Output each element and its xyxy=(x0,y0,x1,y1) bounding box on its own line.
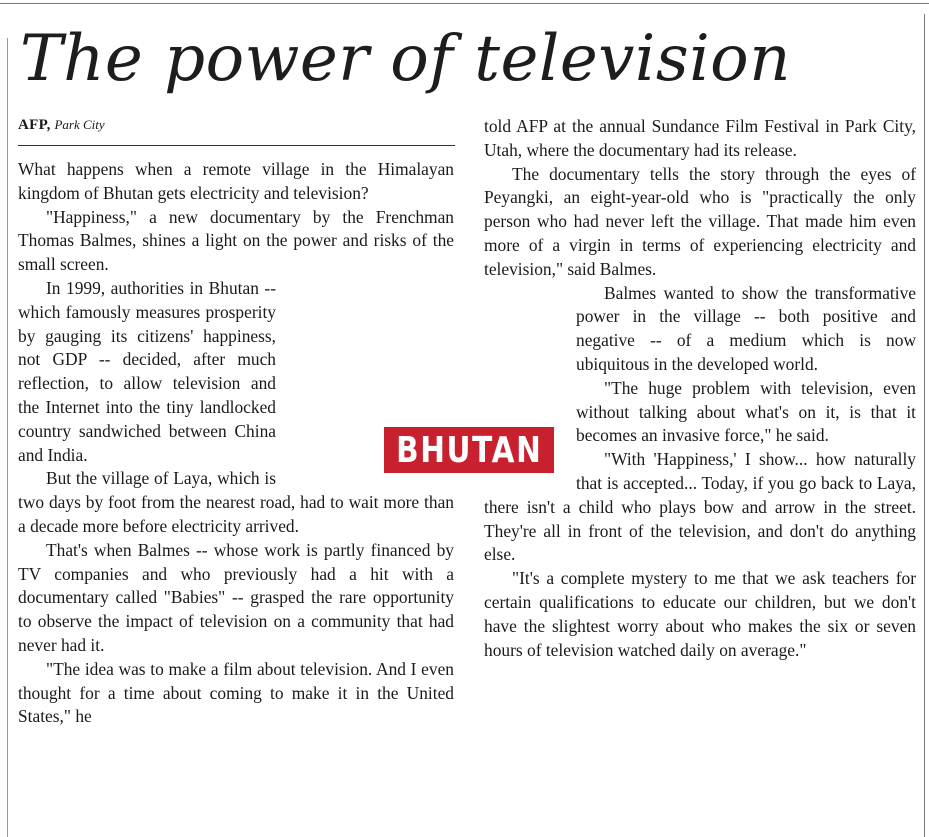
paragraph-text: In 1999, authorities in Bhutan -- which famously measures prosperity by gauging its citizens' happiness, not GDP -- decided, after much reflection, to allow television and the Internet into the tiny landlocked country sandwiched between China and India. xyxy=(18,277,276,465)
byline-rule xyxy=(18,145,455,146)
right-column xyxy=(484,115,916,837)
paragraph: "The huge problem with television, even without talking about what's on it, is that it becomes an invasive force," he said. xyxy=(576,377,916,446)
right-column-rule xyxy=(924,14,925,837)
paragraph: That's when Balmes -- whose work is partly financed by TV companies and who previously had a hit with a documentary called "Babies" -- grasped the rare opportunity to observe the impact of television on a community that had never had it. xyxy=(18,539,454,655)
left-column-rule xyxy=(7,38,8,837)
paragraph: But the village of Laya, which is two days by foot from the nearest road, had to wait more than a decade more before electricity arrived. xyxy=(18,468,454,536)
top-rule xyxy=(0,3,929,4)
bhutan-stamp-label: BHUTAN xyxy=(395,429,543,471)
paragraph: "It's a complete mystery to me that we ask teachers for certain qualifications to educate our children, but we don't have the slightest worry about who makes the six or seven hours of television watched daily on average." xyxy=(484,568,916,660)
paragraph-with-wrap xyxy=(484,282,916,377)
paragraph: "With 'Happiness,' I show... how naturally that is accepted... Today, if you go back to Laya, there isn't a child who plays bow and arrow in the street. They're all in front of the television, and don't do anything else. xyxy=(484,449,916,565)
byline-location: Park City xyxy=(54,117,105,132)
paragraph: The documentary tells the story through the eyes of Peyangki, an eight-year-old who is "practically the only person who had never left the village. That made him even more of a virgin in terms of experiencing electricity and television," said Balmes. xyxy=(484,163,916,279)
paragraph: told AFP at the annual Sundance Film Festival in Park City, Utah, where the documentary had its release. xyxy=(484,116,916,160)
paragraph: What happens when a remote village in the Himalayan kingdom of Bhutan gets electricity and television? xyxy=(18,159,454,203)
paragraph-text: Balmes wanted to show the transformative power in the village -- both positive and negative -- of a medium which is now ubiquitous in the developed world. xyxy=(576,282,916,374)
left-column xyxy=(18,158,454,837)
paragraph: "The idea was to make a film about television. And I even thought for a time about coming to make it in the United States," he xyxy=(18,658,454,727)
bhutan-stamp xyxy=(384,427,554,473)
byline-source: AFP, xyxy=(18,117,51,133)
byline xyxy=(18,117,105,134)
paragraph: "Happiness," a new documentary by the Frenchman Thomas Balmes, shines a light on the power and risks of the small screen. xyxy=(18,206,454,275)
headline: The power of television xyxy=(20,22,791,96)
